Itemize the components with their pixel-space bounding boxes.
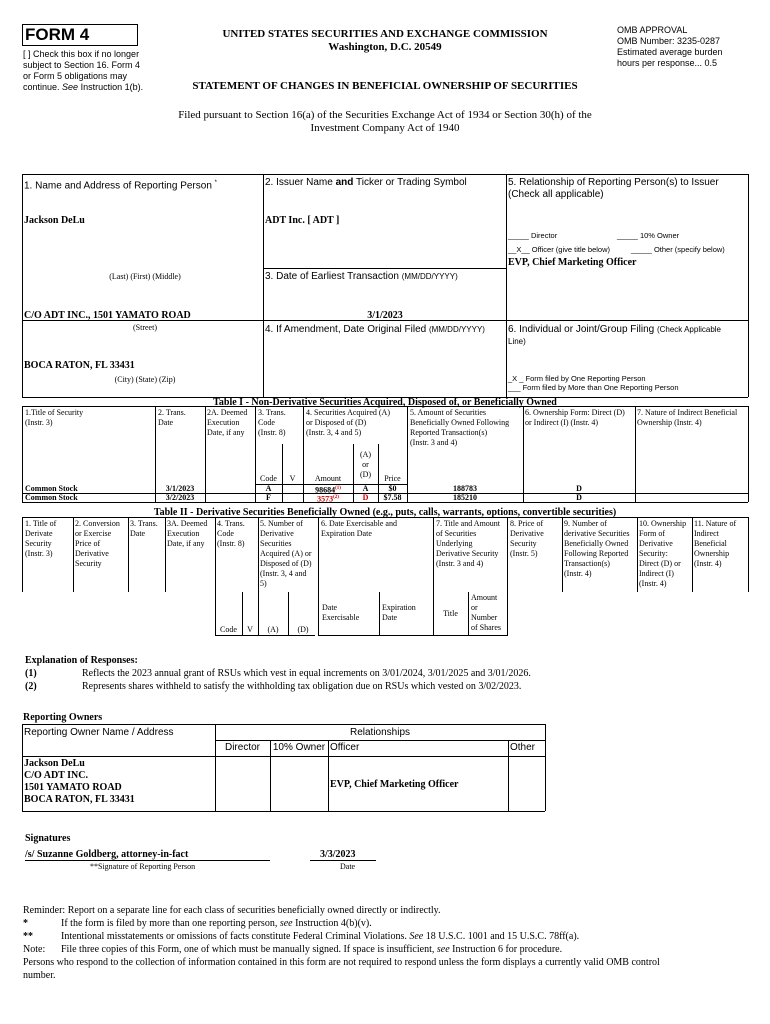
- t2-header-deemed: 3A. Deemed Execution Date, if any: [167, 519, 208, 548]
- t1-header-deemed: 2A. Deemed Execution Date, if any: [207, 408, 248, 437]
- filed-line: Filed pursuant to Section 16(a) of the Securities Exchange Act of 1934 or Section 30(h) of the: [178, 109, 592, 121]
- name-parts-label: (Last) (First) (Middle): [109, 272, 181, 281]
- row-form: D: [576, 493, 582, 502]
- officer-col: Officer: [330, 742, 360, 753]
- t1-sub-aord: (A) or (D): [359, 450, 372, 479]
- issuer-name: ADT Inc. [ ADT ]: [265, 215, 340, 226]
- owner-address-line: Jackson DeLu: [24, 758, 85, 769]
- row-title: Common Stock: [25, 493, 78, 502]
- table2-title: Table II - Derivative Securities Beneficially Owned (e.g., puts, calls, warrants, options, convertible securities): [153, 507, 617, 518]
- box5-label-line: (Check all applicable): [508, 189, 604, 200]
- row-amount: 98684$^{(1)}$: [315, 485, 341, 495]
- owner-officer-value: EVP, Chief Marketing Officer: [330, 779, 459, 790]
- owner-address-line: C/O ADT INC.: [24, 770, 88, 781]
- officer-title: EVP, Chief Marketing Officer: [508, 257, 637, 268]
- t1-sub-code: Code: [260, 474, 277, 483]
- row-owned: 185210: [453, 493, 477, 502]
- city-label: (City) (State) (Zip): [114, 375, 176, 384]
- t2-header-ownership-form: 10. Ownership Form of Derivative Security: Direct (D) or Indirect (I) (Instr. 4): [639, 519, 687, 588]
- street-value: C/O ADT INC., 1501 YAMATO ROAD: [24, 310, 191, 321]
- signer-label: **Signature of Reporting Person: [90, 862, 196, 871]
- footer: [23, 904, 758, 982]
- row-price: $0: [388, 484, 397, 493]
- omb-notice: Persons who respond to the collection of information contained in this form are not required to respond unless the form displays a currently valid OMB control: [23, 957, 660, 968]
- t2-header-number-owned: 9. Number of derivative Securities Beneficially Owned Following Reported Transaction(s) (Instr. 4): [564, 519, 630, 578]
- filed-pursuant: [100, 109, 670, 135]
- signature-date: 3/3/2023: [320, 849, 356, 860]
- t1-header-code: 3. Trans. Code (Instr. 8): [258, 408, 286, 437]
- form-title: FORM 4: [25, 25, 90, 44]
- officer-checkbox[interactable]: __X__ Officer (give title below): [508, 245, 610, 254]
- director-col: Director: [224, 742, 260, 753]
- footnote-double-star: ** Intentional misstatements or omissions of facts constitute Federal Criminal Violations. See 18 U.S.C. 1001 and 15 U.S.C. 78ff(a).: [23, 931, 580, 942]
- t1-header-owned: 5. Amount of Securities Beneficially Owned Following Reported Transaction(s) (Instr. 3 and 4): [410, 408, 510, 447]
- table1-title: Table I - Non-Derivative Securities Acquired, Disposed of, or Beneficially Owned: [213, 397, 557, 408]
- row-aord: D: [362, 493, 369, 502]
- form-title-box: [22, 24, 138, 46]
- checkbox-note-line[interactable]: [ ] Check this box if no longer: [23, 49, 140, 59]
- ten-pct-col: 10% Owner: [272, 742, 326, 753]
- t1-sub-amount: Amount: [314, 474, 342, 483]
- row-date: 3/1/2023: [165, 484, 195, 493]
- other-checkbox[interactable]: _____ Other (specify below): [631, 245, 725, 254]
- owners-heading: Reporting Owners: [23, 712, 103, 723]
- t2-sub-d: (D): [297, 625, 309, 634]
- signatures-heading: Signatures: [25, 833, 71, 844]
- t2-sub-v: V: [247, 625, 253, 634]
- agency-location: Washington, D.C. 20549: [328, 41, 442, 53]
- footnote-star: * If the form is filed by more than one reporting person, see Instruction 4(b)(v).: [23, 918, 372, 929]
- omb-line: Estimated average burden: [617, 47, 723, 57]
- explanation-item: (1) Reflects the 2023 annual grant of RSUs which vest in equal increments on 3/01/2024, 3/01/2025 and 3/01/2026.: [25, 668, 531, 679]
- owner-name-col: Reporting Owner Name / Address: [24, 727, 174, 738]
- t2-header-exercisable: 6. Date Exercisable and Expiration Date: [321, 519, 397, 538]
- t2-header-nature: 11. Nature of Indirect Beneficial Ownership (Instr. 4): [694, 519, 737, 568]
- omb-notice: number.: [23, 970, 56, 981]
- omb-line: hours per response... 0.5: [617, 58, 718, 68]
- t2-sub-title: Title: [443, 609, 458, 618]
- omb-line: OMB Number: 3235-0287: [617, 36, 721, 46]
- t2-sub-date-exercisable: Date Exercisable: [322, 603, 360, 622]
- reminder: Reminder: Report on a separate line for each class of securities beneficially owned directly or indirectly.: [23, 905, 441, 916]
- omb-line: OMB APPROVAL: [617, 25, 688, 35]
- box4-label: 4. If Amendment, Date Original Filed (MM/DD/YYYY): [265, 324, 485, 335]
- t2-header-date: 3. Trans. Date: [130, 519, 158, 538]
- earliest-transaction-date: 3/1/2023: [367, 310, 403, 321]
- street-label: (Street): [133, 323, 157, 332]
- t2-sub-expiration: Expiration Date: [382, 603, 416, 622]
- box5-label-line: 5. Relationship of Reporting Person(s) to Issuer: [508, 177, 719, 188]
- box6-label: 6. Individual or Joint/Group Filing (Check Applicable Line): [508, 324, 722, 346]
- checkbox-note-line: subject to Section 16. Form 4: [23, 60, 141, 70]
- row-owned: 188783: [453, 484, 477, 493]
- ten-pct-owner-checkbox[interactable]: _____ 10% Owner: [617, 231, 680, 240]
- row-price: $7.58: [383, 493, 402, 502]
- t1-header-ownership-form: 6. Ownership Form: Direct (D) or Indirect (I) (Instr. 4): [525, 408, 625, 427]
- box1-label: 1. Name and Address of Reporting Person *: [24, 180, 218, 192]
- omb-approval: [617, 25, 767, 69]
- t2-sub-amount: Amount or Number of Shares: [471, 593, 501, 632]
- t2-header-title: 1. Title of Derivate Security (Instr. 3): [25, 519, 57, 558]
- row-date: 3/2/2023: [165, 493, 195, 502]
- row-title: Common Stock: [25, 484, 78, 493]
- box5-label: [508, 177, 746, 201]
- t1-header-date: 2. Trans. Date: [158, 408, 186, 427]
- multi-person-filing[interactable]: ___ Form filed by More than One Reporting Person: [508, 383, 679, 392]
- city-value: BOCA RATON, FL 33431: [24, 360, 135, 371]
- checkbox-note-line: continue. See Instruction 1(b).: [23, 82, 144, 92]
- reporting-person-name: Jackson DeLu: [24, 215, 85, 226]
- t2-sub-code: Code: [220, 625, 237, 634]
- row-code: A: [265, 484, 272, 493]
- t2-header-underlying: 7. Title and Amount of Securities Underlying Derivative Security (Instr. 3 and 4): [436, 519, 501, 568]
- row-amount: 3573$^{(2)}$: [317, 494, 339, 504]
- checkbox-note: [23, 49, 163, 93]
- t2-header-code: 4. Trans. Code (Instr. 8): [217, 519, 245, 548]
- t2-header-conversion: 2. Conversion or Exercise Price of Derivative Security: [75, 519, 120, 568]
- footnote-note: Note: File three copies of this Form, one of which must be manually signed. If space is insufficient, see Instruction 6 for procedure.: [23, 944, 563, 955]
- signature-line: [25, 860, 270, 861]
- box2-label: 2. Issuer Name and Ticker or Trading Symbol: [265, 177, 467, 188]
- owner-address-line: BOCA RATON, FL 33431: [24, 794, 135, 805]
- signer-name: /s/ Suzanne Goldberg, attorney-in-fact: [25, 849, 189, 860]
- row-form: D: [576, 484, 582, 493]
- explanation-heading: Explanation of Responses:: [25, 655, 138, 666]
- t2-sub-a: (A): [267, 625, 279, 634]
- other-col: Other: [510, 742, 536, 753]
- one-person-filing[interactable]: _X _ Form filed by One Reporting Person: [508, 374, 646, 383]
- statement-title: STATEMENT OF CHANGES IN BENEFICIAL OWNERSHIP OF SECURITIES: [192, 80, 578, 92]
- date-line: [310, 860, 376, 861]
- t2-header-number: 5. Number of Derivative Securities Acquired (A) or Disposed of (D) (Instr. 3, 4 and 5): [260, 519, 312, 588]
- filed-line: Investment Company Act of 1940: [310, 122, 460, 134]
- t1-header-nature: 7. Nature of Indirect Beneficial Ownership (Instr. 4): [637, 408, 738, 427]
- row-aord: A: [362, 484, 369, 493]
- owner-address: [24, 758, 135, 806]
- t1-sub-v: V: [289, 474, 296, 483]
- date-label: Date: [340, 862, 356, 871]
- box3-label: 3. Date of Earliest Transaction (MM/DD/YYYY): [265, 271, 458, 282]
- explanation-item: (2) Represents shares withheld to satisfy the withholding tax obligation due on RSUs which vested on 3/02/2023.: [25, 681, 522, 692]
- owner-address-line: 1501 YAMATO ROAD: [24, 782, 122, 793]
- checkbox-note-line: or Form 5 obligations may: [23, 71, 128, 81]
- t1-header-title: 1.Title of Security (Instr. 3): [25, 408, 84, 427]
- t2-header-price: 8. Price of Derivative Security (Instr. 5): [510, 519, 544, 558]
- t1-header-acquired: 4. Securities Acquired (A) or Disposed of (D) (Instr. 3, 4 and 5): [306, 408, 390, 437]
- director-checkbox[interactable]: _____ Director: [508, 231, 558, 240]
- t1-sub-price: Price: [384, 474, 401, 483]
- relationships-col: Relationships: [349, 727, 411, 738]
- agency-name: UNITED STATES SECURITIES AND EXCHANGE COMMISSION: [222, 28, 548, 40]
- row-code: F: [266, 493, 271, 502]
